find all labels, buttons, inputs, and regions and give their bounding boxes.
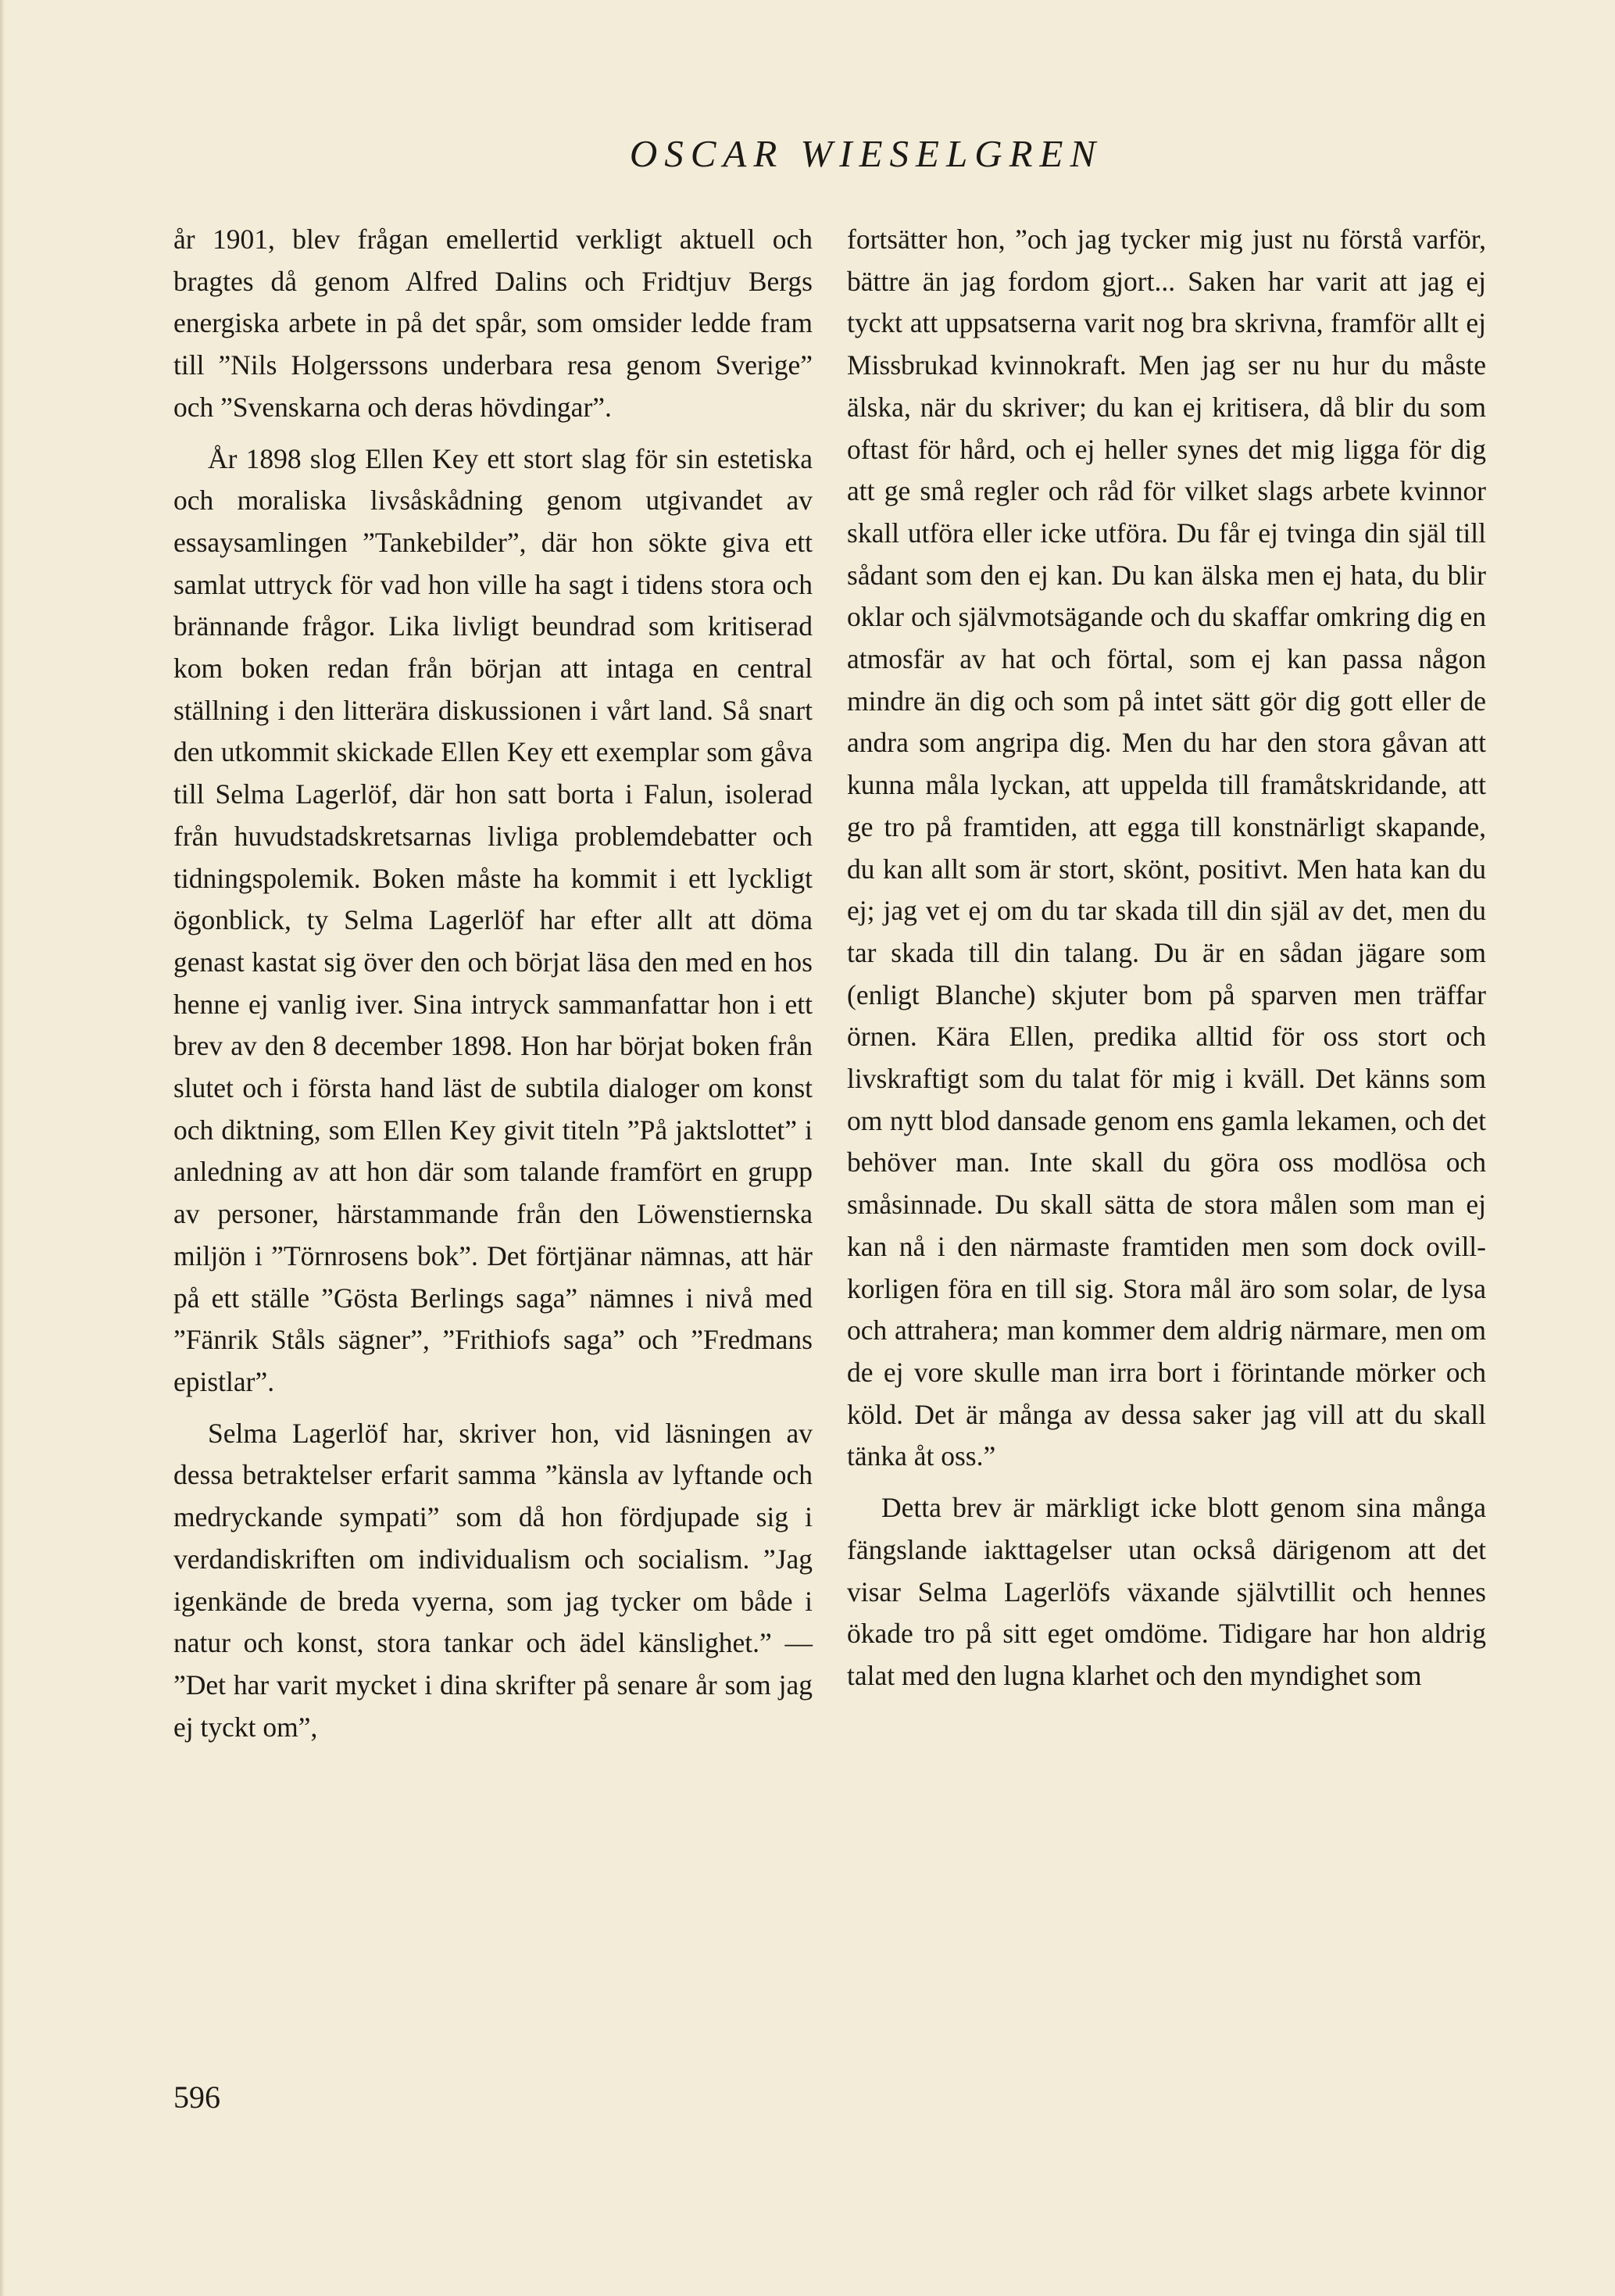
page-edge: [0, 0, 5, 2296]
running-header: OSCAR WIESELGREN: [629, 132, 1103, 175]
right-column: [847, 219, 1486, 1697]
paragraph-tankebilder: År 1898 slog Ellen Key ett stort slag för sin estetiska och moraliska livsåskådning genom utgivandet av essaysamlingen ”Tankebilder”, där hon sökte giva ett samlat uttryck för vad hon ville ha sagt i tidens stora och brännande frågor. Lika livligt beundrad som kritiserad kom boken redan från början att intaga en central ställning i den litterära diskussionen i vårt land. Så snart den utkommit skickade Ellen Key ett exemplar som gåva till Selma Lagerlöf, där hon satt borta i Falun, isolerad från huvudstadskretsarnas livliga problemdebatter och tidningspolemik. Boken måste ha kommit i ett lyckligt ögonblick, ty Selma Lagerlöf har efter allt att döma genast kastat sig över den och börjat läsa den med en hos henne ej vanlig iver. Sina intryck sammanfattar hon i ett brev av den 8 december 1898. Hon har börjat boken från slutet och i första hand läst de subtila dialoger om konst och diktning, som Ellen Key givit titeln ”På jaktslottet” i anledning av att hon där som talande framfört en grupp av personer, härstammande från den Löwenstiernska miljön i ”Törnrosens bok”. Det förtjänar nämnas, att här på ett ställe ”Gösta Berlings saga” nämnes i nivå med ”Fänrik Ståls sägner”, ”Frithiofs saga” och ”Fredmans epistlar”.: [173, 442, 813, 1397]
paragraph-commentary: Detta brev är märkligt icke blott genom sina många fängslande iakttagelser utan också därigenom att det visar Selma Lagerlöfs växande självtillit och hennes ökade tro på sitt eget omdöme. Tidigare har hon aldrig talat med den lugna klarhet och den myndighet som: [847, 1492, 1486, 1691]
paragraph-letter-intro: Selma Lagerlöf har, skriver hon, vid läsningen av dessa betraktelser erfarit samma ”känsla av lyftande och medryckande sympati” som då hon fördjupade sig i verdandiskriften om individualism och socialism. ”Jag igenkände de breda vyerna, som jag tycker om både i natur och konst, stora tankar och ädel känslighet.” — ”Det har varit mycket i dina skrifter på senare år som jag ej tyckt om”,: [173, 1417, 813, 1743]
left-column: [173, 219, 813, 1748]
paragraph-letter-quote: fortsätter hon, ”och jag tycker mig just nu förstå varför, bättre än jag fordom gjort... Saken har varit att jag ej tyckt att uppsatserna varit nog bra skrivna, framför allt ej Missbrukad kvinnokraft. Men jag ser nu hur du måste älska, när du skriver; du kan ej kritisera, då blir du som oftast för hård, och ej heller synes det mig ligga för dig att ge små regler och råd för vilket slags arbete kvinnor skall utföra eller icke utföra. Du får ej tvinga din själ till sådant som den ej kan. Du kan älska men ej hata, du blir oklar och självmotsägande och du skaffar omkring dig en atmosfär av hat och förtal, som ej kan passa någon mindre än dig och som på intet sätt gör dig gott eller de andra som angripa dig. Men du har den stora gåvan att kunna måla lyckan, att uppelda till framåtskridande, att ge tro på framtiden, att egga till konstnärligt skapande, du kan allt som är stort, skönt, positivt. Men hata kan du ej; jag vet ej om du tar skada till din själ av det, men du tar skada till din talang. Du är en sådan jägare som (enligt Blanche) skjuter bom på sparven men träffar örnen. Kära Ellen, predika alltid för oss stort och livskraftigt som du talat för mig i kväll. Det känns som om nytt blod dansade genom ens gamla lekamen, och det behöver man. Inte skall du göra oss modlösa och småsinnade. Du skall sätta de stora målen som man ej kan nå i den närmaste framtiden men som dock ovillkorligen föra en till sig. Stora mål äro som solar, de lysa och attrahera; man kommer dem aldrig närmare, men om de ej vore skulle man irra bort i förintande mörker och köld. Det är många av dessa saker jag vill att du skall tänka åt oss.”: [847, 224, 1486, 1472]
paragraph-continued: år 1901, blev frågan emellertid verkligt aktuell och bragtes då genom Alfred Dalins och Fridtjuv Bergs energiska arbete in på det spår, som omsider ledde fram till ”Nils Holgerssons underbara resa genom Sverige” och ”Svenskarna och deras hövdingar”.: [173, 224, 813, 423]
page-number: 596: [173, 2080, 220, 2115]
